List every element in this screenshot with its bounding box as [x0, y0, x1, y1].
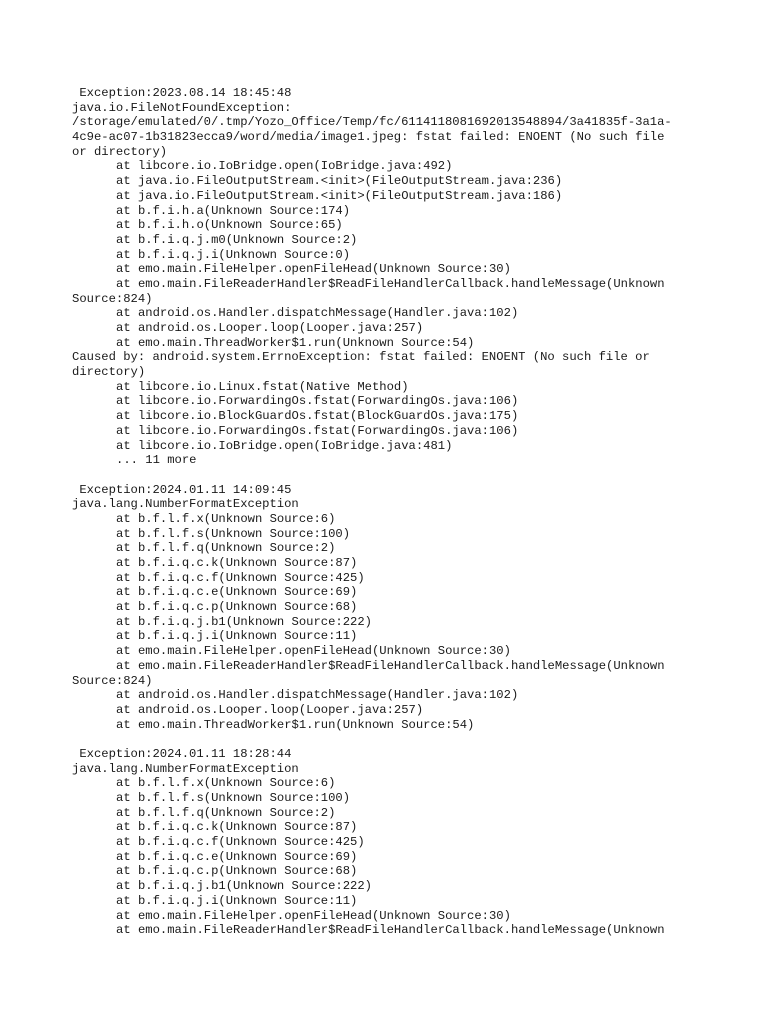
stack-frame-line: at emo.main.ThreadWorker$1.run(Unknown Source:54)	[116, 335, 475, 350]
stack-frame-line: at b.f.i.q.c.e(Unknown Source:69)	[116, 849, 358, 864]
stack-frame-line: at b.f.i.h.o(Unknown Source:65)	[116, 218, 343, 233]
stack-frame-line: at emo.main.FileHelper.openFileHead(Unknown Source:30)	[116, 262, 511, 277]
log-line: java.lang.NumberFormatException	[72, 497, 299, 512]
log-line: java.io.FileNotFoundException:	[72, 100, 292, 115]
blank-line	[72, 732, 712, 747]
log-line: ... 11 more	[116, 453, 197, 468]
exception-timestamp-line: Exception:2024.01.11 18:28:44	[72, 746, 292, 761]
log-line: directory)	[72, 365, 146, 380]
stack-frame-line: at emo.main.ThreadWorker$1.run(Unknown Source:54)	[116, 717, 475, 732]
stack-frame-line: at b.f.i.q.c.f(Unknown Source:425)	[116, 835, 365, 850]
stack-frame-line: at android.os.Handler.dispatchMessage(Handler.java:102)	[116, 306, 519, 321]
stack-frame-line: at libcore.io.ForwardingOs.fstat(ForwardingOs.java:106)	[116, 394, 519, 409]
log-line: java.lang.NumberFormatException	[72, 761, 299, 776]
stack-frame-line: at b.f.i.q.j.i(Unknown Source:11)	[116, 629, 358, 644]
stack-frame-line: at b.f.i.q.c.e(Unknown Source:69)	[116, 585, 358, 600]
exception-timestamp-line: Exception:2024.01.11 14:09:45	[72, 482, 292, 497]
exception-log-text	[72, 86, 712, 938]
stack-frame-line: at android.os.Looper.loop(Looper.java:257)	[116, 321, 424, 335]
log-line: Source:824)	[72, 673, 153, 688]
stack-frame-line: at libcore.io.Linux.fstat(Native Method)	[116, 379, 409, 394]
stack-frame-line: at b.f.i.q.c.k(Unknown Source:87)	[116, 820, 358, 835]
stack-frame-line: at b.f.l.f.q(Unknown Source:2)	[116, 805, 336, 820]
log-line: or directory)	[72, 144, 168, 159]
stack-frame-line: at android.os.Looper.loop(Looper.java:257)	[116, 702, 424, 717]
stack-frame-line: at java.io.FileOutputStream.<init>(FileOutputStream.java:186)	[116, 188, 563, 203]
stack-frame-line: at b.f.i.q.j.b1(Unknown Source:222)	[116, 614, 372, 629]
stack-frame-line: at b.f.l.f.x(Unknown Source:6)	[116, 776, 336, 791]
stack-frame-line: at android.os.Handler.dispatchMessage(Handler.java:102)	[116, 688, 519, 703]
stack-frame-line: at b.f.l.f.s(Unknown Source:100)	[116, 526, 351, 541]
stack-frame-line: at b.f.i.q.j.m0(Unknown Source:2)	[116, 232, 358, 247]
stack-frame-line: at b.f.i.q.c.p(Unknown Source:68)	[116, 864, 358, 879]
log-line: Source:824)	[72, 291, 153, 306]
log-line: /storage/emulated/0/.tmp/Yozo_Office/Temp/fc/6114118081692013548894/3a41835f-3a1a-	[72, 115, 672, 130]
stack-frame-line: at libcore.io.IoBridge.open(IoBridge.java:481)	[116, 438, 453, 453]
stack-frame-line: at b.f.i.h.a(Unknown Source:174)	[116, 203, 351, 218]
stack-frame-line: at b.f.i.q.j.i(Unknown Source:0)	[116, 247, 351, 262]
stack-frame-line: at b.f.l.f.s(Unknown Source:100)	[116, 791, 351, 805]
stack-frame-line: at b.f.i.q.c.f(Unknown Source:425)	[116, 570, 365, 585]
stack-frame-line: at libcore.io.BlockGuardOs.fstat(BlockGuardOs.java:175)	[116, 409, 519, 424]
blank-line	[72, 468, 712, 483]
stack-frame-line: at libcore.io.ForwardingOs.fstat(ForwardingOs.java:106)	[116, 423, 519, 438]
stack-frame-line: at java.io.FileOutputStream.<init>(FileOutputStream.java:236)	[116, 174, 563, 189]
stack-frame-line: at b.f.i.q.j.i(Unknown Source:11)	[116, 893, 358, 908]
stack-frame-line: at emo.main.FileReaderHandler$ReadFileHandlerCallback.handleMessage(Unknown	[116, 276, 665, 291]
stack-frame-line: at libcore.io.IoBridge.open(IoBridge.java:492)	[116, 159, 453, 174]
stack-frame-line: at b.f.i.q.j.b1(Unknown Source:222)	[116, 879, 372, 894]
stack-frame-line: at emo.main.FileHelper.openFileHead(Unknown Source:30)	[116, 908, 511, 923]
exception-timestamp-line: Exception:2023.08.14 18:45:48	[72, 86, 292, 100]
caused-by-line: Caused by: android.system.ErrnoException: fstat failed: ENOENT (No such file or	[72, 350, 650, 365]
stack-frame-line: at b.f.l.f.x(Unknown Source:6)	[116, 511, 336, 526]
stack-frame-line: at emo.main.FileReaderHandler$ReadFileHandlerCallback.handleMessage(Unknown	[116, 658, 665, 673]
stack-frame-line: at b.f.l.f.q(Unknown Source:2)	[116, 541, 336, 556]
log-line: 4c9e-ac07-1b31823ecca9/word/media/image1.jpeg: fstat failed: ENOENT (No such file	[72, 130, 665, 145]
stack-frame-line: at emo.main.FileReaderHandler$ReadFileHandlerCallback.handleMessage(Unknown	[116, 923, 665, 938]
stack-frame-line: at b.f.i.q.c.k(Unknown Source:87)	[116, 556, 358, 570]
stack-frame-line: at b.f.i.q.c.p(Unknown Source:68)	[116, 600, 358, 615]
stack-frame-line: at emo.main.FileHelper.openFileHead(Unknown Source:30)	[116, 644, 511, 659]
